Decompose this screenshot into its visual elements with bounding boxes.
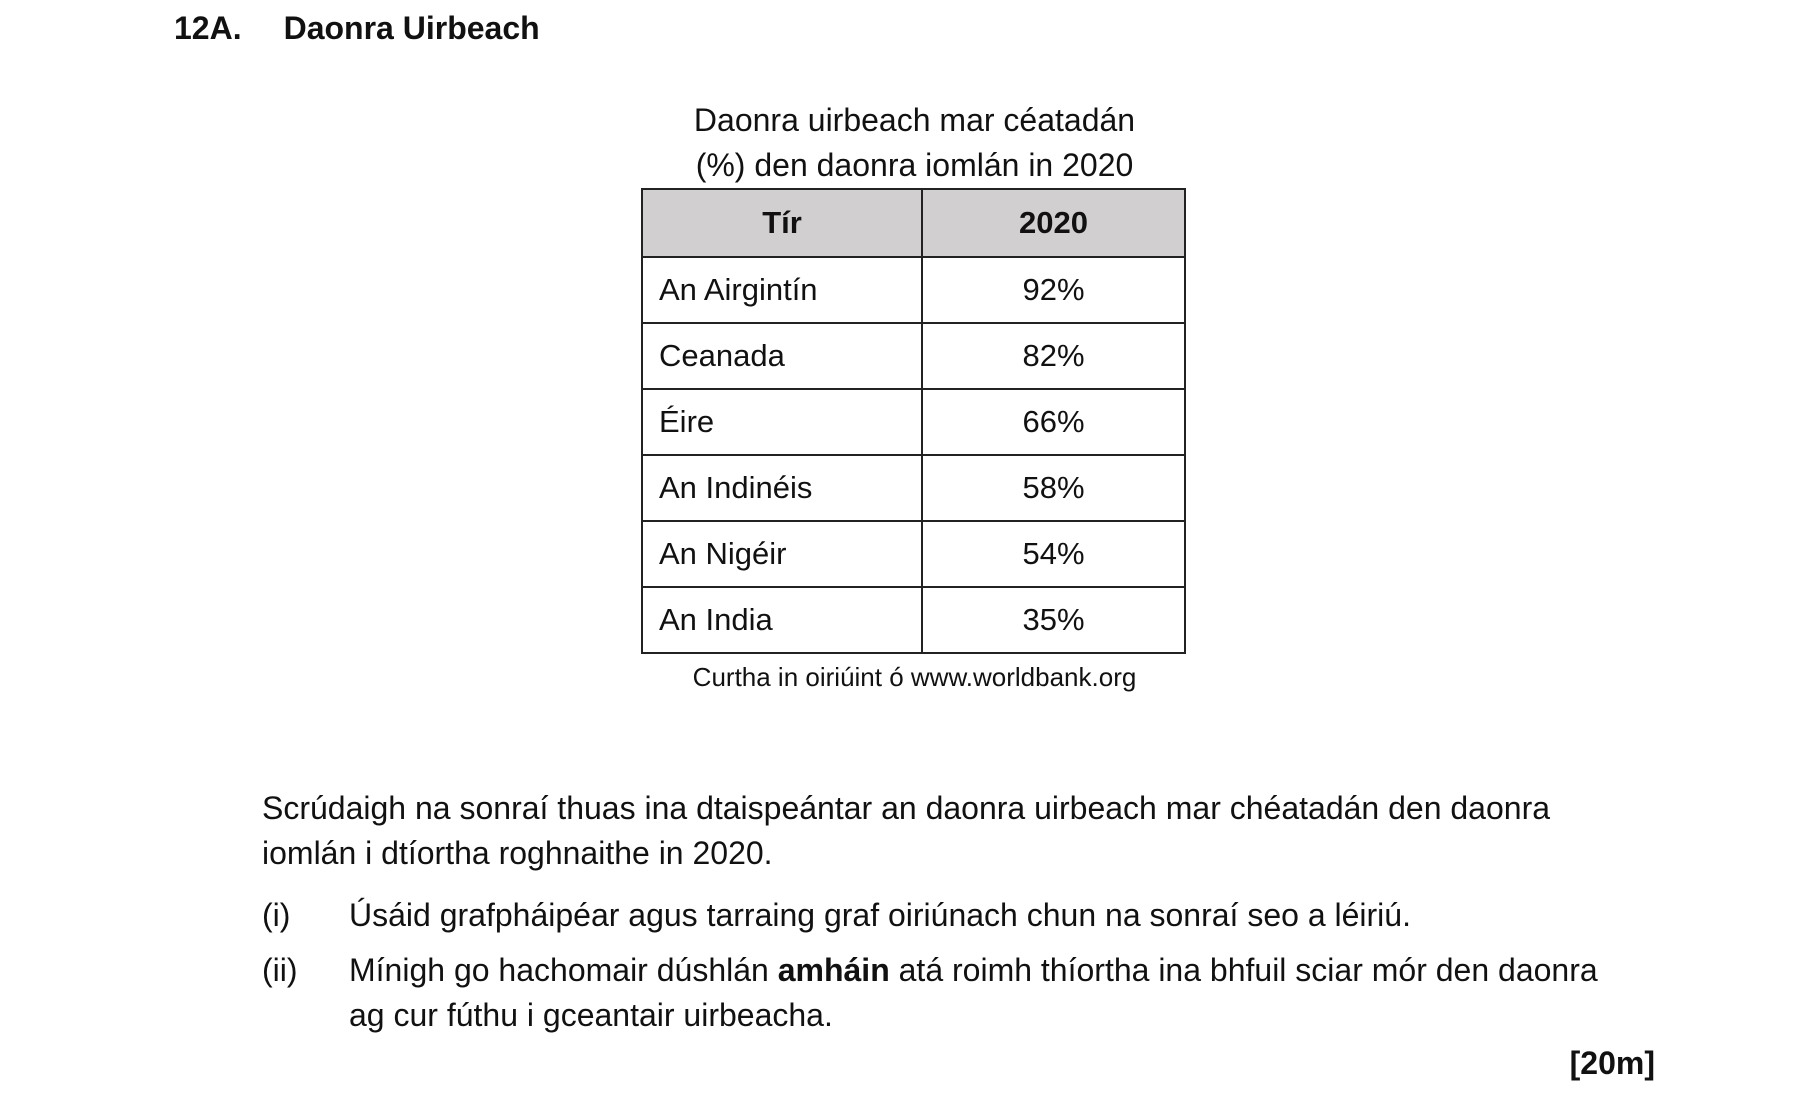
table-source: Curtha in oiriúint ó www.worldbank.org (692, 662, 1137, 692)
header-country: Tír (642, 189, 922, 257)
cell-country: An Nigéir (642, 521, 922, 587)
table-caption (601, 98, 1228, 188)
header-year: 2020 (922, 189, 1185, 257)
question-title: Daonra Uirbeach (283, 10, 540, 46)
table-caption-line-1: Daonra uirbeach mar céatadán (693, 102, 1136, 138)
cell-country: Éire (642, 389, 922, 455)
table-row (642, 521, 1185, 587)
urban-population-table (641, 188, 1186, 654)
cell-value: 35% (922, 587, 1185, 653)
question-heading (174, 10, 540, 47)
cell-country: An Airgintín (642, 257, 922, 323)
table-row (642, 587, 1185, 653)
table-row (642, 257, 1185, 323)
cell-value: 58% (922, 455, 1185, 521)
part-text-after: atá roimh thíortha ina bhfuil sciar mór den daonra ag cur fúthu i gceantair uirbeacha. (349, 952, 1598, 1033)
part-number: (ii) (262, 952, 298, 988)
cell-value: 54% (922, 521, 1185, 587)
cell-country: An Indinéis (642, 455, 922, 521)
question-part-ii (262, 948, 1642, 1038)
table-row (642, 389, 1185, 455)
intro-paragraph: Scrúdaigh na sonraí thuas ina dtaispeántar an daonra uirbeach mar chéatadán den daonra iomlán i dtíortha roghnaithe in 2020. (262, 790, 1551, 871)
marks-label: [20m] (1569, 1045, 1655, 1081)
data-table-block (641, 98, 1188, 693)
table-row (642, 455, 1185, 521)
table-row (642, 323, 1185, 389)
table-header-row (642, 189, 1185, 257)
cell-country: An India (642, 587, 922, 653)
part-text-bold: amháin (777, 952, 890, 988)
cell-country: Ceanada (642, 323, 922, 389)
table-caption-line-2: (%) den daonra iomlán in 2020 (695, 147, 1134, 183)
question-number: 12A. (174, 10, 242, 46)
cell-value: 92% (922, 257, 1185, 323)
cell-value: 66% (922, 389, 1185, 455)
part-number: (i) (262, 897, 291, 933)
part-text: Úsáid grafpháipéar agus tarraing graf oiriúnach chun na sonraí seo a léiriú. (349, 897, 1411, 933)
question-part-i (262, 893, 1642, 938)
part-text (349, 948, 1642, 1038)
cell-value: 82% (922, 323, 1185, 389)
part-text-before: Mínigh go hachomair dúshlán (349, 952, 778, 988)
